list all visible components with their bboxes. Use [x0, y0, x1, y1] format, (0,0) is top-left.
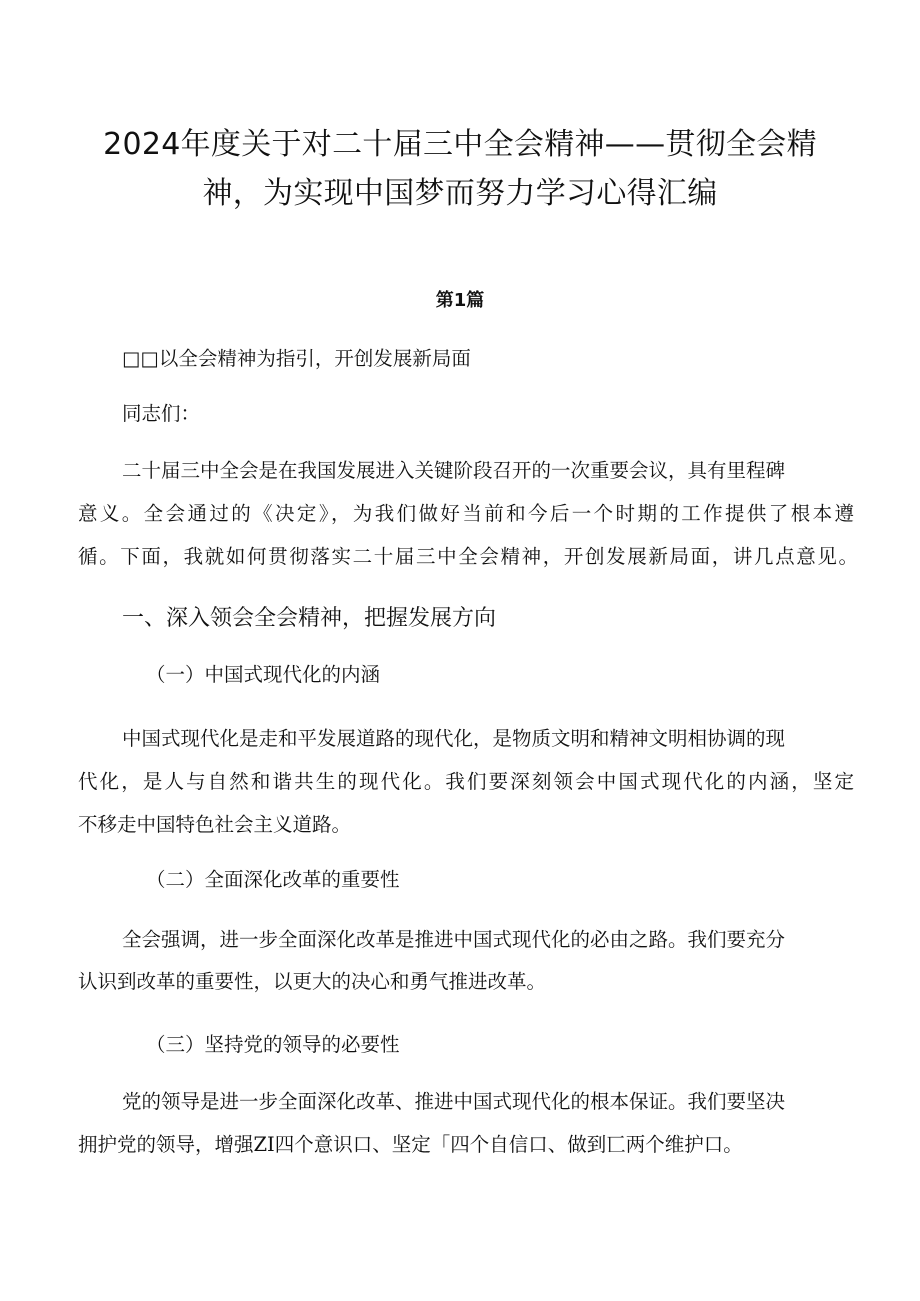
document-title-line2: 神，为实现中国梦而努力学习心得汇编 — [202, 176, 718, 211]
section-heading-1: 一、深入领会全会精神，把握发展方向 — [122, 606, 497, 631]
sub1-line-1: 中国式现代化是走和平发展道路的现代化，是物质文明和精神文明相协调的现 — [122, 727, 786, 750]
chapter-label: 第1篇 — [435, 290, 485, 311]
sub1-line-3: 不移走中国特色社会主义道路。 — [78, 813, 352, 836]
intro-line-1: 二十届三中全会是在我国发展进入关键阶段召开的一次重要会议，具有里程碑 — [122, 459, 786, 482]
subsection-heading-1: （一）中国式现代化的内涵 — [146, 663, 381, 686]
sub3-line-2: 拥护党的领导，增强ZI四个意识口、坚定「四个自信口、做到匸两个维护口。 — [78, 1133, 743, 1156]
salutation: 同志们： — [122, 402, 201, 425]
sub2-line-2: 认识到改革的重要性，以更大的决心和勇气推进改革。 — [78, 970, 547, 993]
sub3-line-1: 党的领导是进一步全面深化改革、推进中国式现代化的根本保证。我们要坚决 — [122, 1090, 786, 1113]
subsection-heading-2: （二）全面深化改革的重要性 — [146, 868, 400, 891]
subsection-heading-3: （三）坚持党的领导的必要性 — [146, 1033, 400, 1056]
speech-subtitle: □□以全会精神为指引，开创发展新局面 — [122, 347, 471, 370]
intro-line-3: 循。下面，我就如何贯彻落实二十届三中全会精神，开创发展新局面，讲几点意见。 — [78, 545, 858, 568]
sub2-line-1: 全会强调，进一步全面深化改革是推进中国式现代化的必由之路。我们要充分 — [122, 928, 786, 951]
sub1-line-2: 代化，是人与自然和谐共生的现代化。我们要深刻领会中国式现代化的内涵，坚定 — [78, 770, 854, 793]
document-title-line1: 2024年度关于对二十届三中全会精神——贯彻全会精 — [103, 127, 817, 162]
intro-line-2: 意义。全会通过的《决定》，为我们做好当前和今后一个时期的工作提供了根本遵 — [78, 502, 854, 525]
